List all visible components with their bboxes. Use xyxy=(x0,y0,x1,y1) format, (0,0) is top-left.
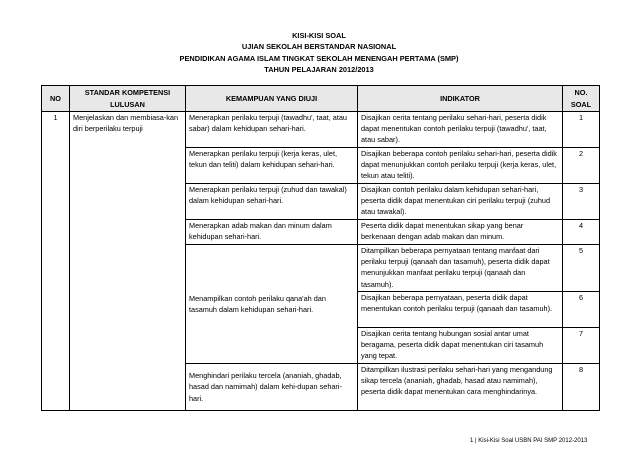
soal-number: 1 xyxy=(563,112,600,148)
col-header-standar: STANDAR KOMPETENSI LULUSAN xyxy=(70,86,186,112)
kisi-kisi-table xyxy=(41,85,600,411)
col-header-no: NO xyxy=(42,86,70,112)
document-title: KISI-KISI SOAL xyxy=(292,31,346,40)
indikator-cell: Ditampilkan beberapa pernyataan tentang manfaat dari perilaku terpuji (qanaah dan tasamuh), peserta didik dapat menunjukkan manfaat perilaku terpuji (qanaah dan tasamuh). xyxy=(358,245,563,292)
soal-number: 6 xyxy=(563,292,600,328)
table-header-row xyxy=(42,86,600,112)
kemampuan-cell: Menerapkan adab makan dan minum dalam kehidupan sehari-hari. xyxy=(186,220,358,245)
kemampuan-cell: Menghindari perilaku tercela (ananiah, ghadab, hasad dan namimah) dalam kehi-dupan sehari-hari. xyxy=(186,364,358,411)
kemampuan-cell: Menerapkan perilaku terpuji (zuhud dan tawakal) dalam kehidupan sehari-hari. xyxy=(186,184,358,220)
indikator-cell: Disajikan beberapa pernyataan, peserta didik dapat menentukan contoh perilaku terpuji (qanaah dan tasamuh). xyxy=(358,292,563,328)
indikator-cell: Peserta didik dapat menentukan sikap yang benar berkenaan dengan adab makan dan minum. xyxy=(358,220,563,245)
indikator-cell: Disajikan cerita tentang perilaku sehari-hari, peserta didik dapat menentukan contoh perilaku terpuji (tawadhu', taat, atau sabar). xyxy=(358,112,563,148)
soal-number: 5 xyxy=(563,245,600,292)
indikator-cell: Disajikan beberapa contoh perilaku sehari-hari, peserta didik dapat menunjukkan contoh perilaku terpuji (kerja keras, ulet, tekun atau teliti). xyxy=(358,148,563,184)
col-header-soal: NO. SOAL xyxy=(563,86,600,112)
kemampuan-cell: Menerapkan perilaku terpuji (tawadhu', taat, atau sabar) dalam kehidupan sehari-hari. xyxy=(186,112,358,148)
col-header-indikator: INDIKATOR xyxy=(358,86,563,112)
soal-number: 2 xyxy=(563,148,600,184)
soal-number: 7 xyxy=(563,328,600,364)
soal-number: 4 xyxy=(563,220,600,245)
indikator-cell: Disajikan cerita tentang hubungan sosial antar umat beragama, peserta didik dapat menentukan ciri tasamuh yang tepat. xyxy=(358,328,563,364)
exam-name: UJIAN SEKOLAH BERSTANDAR NASIONAL xyxy=(241,42,397,52)
indikator-cell: Disajikan contoh perilaku dalam kehidupan sehari-hari, peserta didik dapat menentukan ciri perilaku terpuji (zuhud atau tawakal). xyxy=(358,184,563,220)
document-header xyxy=(0,30,638,75)
indikator-cell: Ditampilkan ilustrasi perilaku sehari-hari yang mengandung sikap tercela (ananiah, ghadab, hasad atau namimah), peserta didik dapat menentukan cara menghindarinya. xyxy=(358,364,563,411)
page-footer: 1 | Kisi-Kisi Soal USBN PAI SMP 2012-2013 xyxy=(470,438,588,444)
soal-number: 8 xyxy=(563,364,600,411)
subject-name: PENDIDIKAN AGAMA ISLAM TINGKAT SEKOLAH MENENGAH PERTAMA (SMP) xyxy=(179,53,459,63)
table-row xyxy=(42,112,600,148)
standar-kompetensi: Menjelaskan dan membiasa-kan diri berperilaku terpuji xyxy=(70,112,186,411)
kemampuan-cell: Menampilkan contoh perilaku qana'ah dan tasamuh dalam kehidupan sehari-hari. xyxy=(186,245,358,364)
school-year: TAHUN PELAJARAN 2012/2013 xyxy=(264,64,374,74)
kemampuan-cell: Menerapkan perilaku terpuji (kerja keras, ulet, tekun dan teliti) dalam kehidupan sehari-hari. xyxy=(186,148,358,184)
soal-number: 3 xyxy=(563,184,600,220)
col-header-kemampuan: KEMAMPUAN YANG DIUJI xyxy=(186,86,358,112)
row-number: 1 xyxy=(42,112,70,411)
